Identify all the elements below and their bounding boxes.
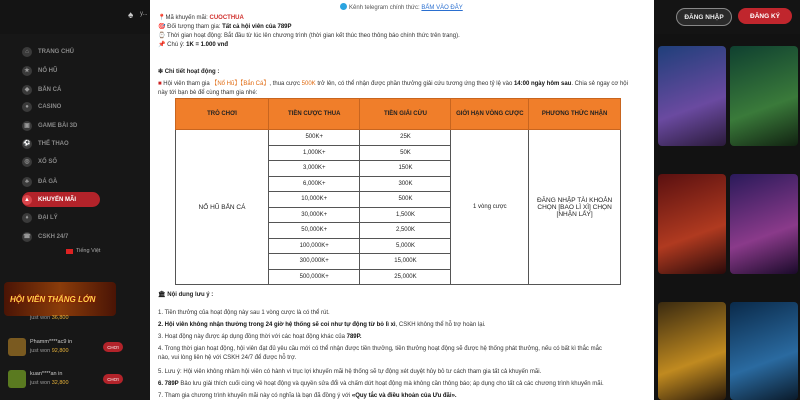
- play-button[interactable]: CHƠI: [103, 374, 123, 384]
- table-header: TIỀN GIẢI CỨU: [360, 99, 451, 130]
- loss-amount-cell: 100,000K+: [268, 238, 359, 254]
- play-button[interactable]: CHƠI: [103, 342, 123, 352]
- sidebar-item-jackpot[interactable]: ★ NỔ HŨ: [22, 63, 100, 78]
- login-button[interactable]: ĐĂNG NHẬP: [676, 8, 732, 26]
- winner-item: Phamm****ac9 in just won 92,800 CHƠI: [8, 336, 118, 360]
- casino-icon: ●: [22, 102, 32, 112]
- note-item: 2. Hội viên không nhận thưởng trong 24 giờ hệ thống sẽ coi như tự động từ bỏ lì xì, CSKH không thể hỗ trợ hoàn lại.: [158, 322, 486, 328]
- notes-title: 🏛 Nội dung lưu ý :: [158, 292, 214, 298]
- gift-icon: ▲: [22, 195, 32, 205]
- vietnam-flag-icon: [66, 249, 73, 254]
- sidebar-item-home[interactable]: ⌂ TRANG CHỦ: [22, 44, 100, 59]
- rooster-icon: ♣: [22, 177, 32, 187]
- loss-amount-cell: 300,000K+: [268, 254, 359, 270]
- pin-icon: 📍: [158, 15, 166, 21]
- home-icon: ⌂: [22, 47, 32, 57]
- game-grid: [654, 34, 800, 400]
- table-header: TIỀN CƯỢC THUA: [268, 99, 359, 130]
- rescue-amount-cell: 300K: [360, 176, 451, 192]
- sidebar-item-card-games[interactable]: ▣ GAME BÀI 3D: [22, 118, 100, 133]
- rescue-amount-cell: 25K: [360, 130, 451, 146]
- agent-icon: ♦: [22, 213, 32, 223]
- game-thumbnail[interactable]: [658, 302, 726, 400]
- table-header: TRÒ CHƠI: [176, 99, 269, 130]
- game-thumbnail[interactable]: [730, 174, 798, 274]
- rescue-amount-cell: 25,000K: [360, 269, 451, 285]
- rescue-amount-cell: 500K: [360, 192, 451, 208]
- logo-icon: ♠: [128, 10, 134, 21]
- sidebar-item-support[interactable]: ☎ CSKH 24/7: [23, 233, 69, 240]
- loss-amount-cell: 500,000K+: [268, 269, 359, 285]
- sidebar-item-fishing[interactable]: ◆ BẮN CÁ: [22, 82, 100, 97]
- note-item: 1. Tiền thưởng của hoạt động này sau 1 vòng cược là có thể rút.: [158, 310, 330, 316]
- sidebar-item-agent[interactable]: ♦ ĐẠI LÝ: [22, 210, 100, 225]
- red-envelope-icon: ■: [158, 81, 162, 87]
- game-cell: NỔ HŨ BẮN CÁ: [176, 130, 269, 285]
- logo-text: y...: [140, 11, 148, 17]
- telegram-line: Kênh telegram chính thức: BẤM VÀO ĐÂY: [340, 3, 463, 11]
- loss-amount-cell: 500K+: [268, 130, 359, 146]
- pushpin-icon: 📌: [158, 42, 166, 48]
- fish-icon: ◆: [22, 85, 32, 95]
- table-header: PHƯƠNG THỨC NHẬN: [529, 99, 621, 130]
- game-thumbnail[interactable]: [730, 46, 798, 146]
- loss-amount-cell: 10,000K+: [268, 192, 359, 208]
- game-thumbnail: [8, 338, 26, 356]
- cards-icon: ▣: [22, 121, 32, 131]
- detail-title: ❇ Chi tiết hoạt động :: [158, 69, 220, 75]
- rescue-amount-cell: 50K: [360, 145, 451, 161]
- table-row: [176, 130, 621, 146]
- game-thumbnail[interactable]: [658, 46, 726, 146]
- register-button[interactable]: ĐĂNG KÝ: [738, 8, 792, 24]
- rescue-amount-cell: 15,000K: [360, 254, 451, 270]
- note-item: 4. Trong thời gian hoạt động, hội viên đạt đủ yêu cầu mới có thể nhận được tiền thưởng, tiền thưởng hoạt động sẽ được hệ thống phát thưởng, nếu có bất kì thắc mắc: [158, 346, 602, 352]
- rescue-amount-cell: 2,500K: [360, 223, 451, 239]
- loss-amount-cell: 6,000K+: [268, 176, 359, 192]
- note-item: 5. Lưu ý: Hội viên không nhầm hội viên có hành vi trục lợi khuyến mãi hệ thống sẽ tự động xét duyệt hủy bỏ tư cách tham gia tất cả khuyến mãi.: [158, 369, 542, 375]
- winner-item: just won 36,800: [30, 315, 69, 321]
- note-item: 6. 789P Bảo lưu giải thích cuối cùng về hoạt động và quyền sửa đổi và chấm dứt hoạt động mà không cần thông báo; áp dụng cho tất cả các chương trình khuyến mãi.: [158, 381, 604, 387]
- sparkle-icon: ❇: [158, 69, 164, 75]
- clock-icon: ⌚: [158, 33, 166, 39]
- table-header: GIỚI HẠN VÒNG CƯỢC: [451, 99, 529, 130]
- sidebar-item-lottery[interactable]: ◎ XỔ SỐ: [22, 154, 100, 169]
- claim-method-cell: ĐĂNG NHẬP TÀI KHOẢN CHỌN [BAO LÌ XÌ] CHỌN [NHẬN LẤY]: [529, 130, 621, 285]
- winners-banner-text: HỘI VIÊN THẮNG LỚN: [10, 295, 96, 304]
- loss-amount-cell: 50,000K+: [268, 223, 359, 239]
- note-line: 📌 Chú ý: 1K = 1.000 vnđ: [158, 42, 229, 48]
- language-selector[interactable]: Tiếng Việt: [66, 248, 100, 254]
- loss-amount-cell: 3,000K+: [268, 161, 359, 177]
- lottery-icon: ◎: [22, 157, 32, 167]
- loss-amount-cell: 30,000K+: [268, 207, 359, 223]
- rescue-amount-cell: 5,000K: [360, 238, 451, 254]
- target-icon: 🎯: [158, 24, 166, 30]
- bank-icon: 🏛: [158, 292, 166, 298]
- promo-code-line: 📍Mã khuyến mãi: CUOCTHUA: [158, 15, 244, 21]
- rescue-amount-cell: 1,500K: [360, 207, 451, 223]
- wager-cell: 1 vòng cược: [451, 130, 529, 285]
- rescue-amount-cell: 150K: [360, 161, 451, 177]
- target-line: 🎯 Đối tượng tham gia: Tất cả hội viên của 789P: [158, 24, 292, 30]
- winner-item: kuan****an in just won 32,800 CHƠI: [8, 368, 118, 392]
- support-icon: ☎: [22, 232, 32, 242]
- sports-icon: ⚽: [22, 139, 32, 149]
- game-thumbnail[interactable]: [658, 174, 726, 274]
- telegram-link[interactable]: BẤM VÀO ĐÂY: [421, 5, 463, 11]
- telegram-icon: [340, 3, 347, 10]
- sidebar-item-casino[interactable]: ● CASINO: [22, 99, 100, 114]
- rescue-rate-table: [175, 98, 621, 285]
- jackpot-icon: ★: [22, 66, 32, 76]
- note-item: nào, vui lòng liên hệ với CSKH 24/7 để được hỗ trợ.: [158, 355, 297, 361]
- detail-paragraph: ■ Hội viên tham gia 【Nổ Hũ】【Bắn Cá】, thua cược 500K trở lên, có thể nhận được phần thưởng giải cứu tương ứng theo tỷ lệ vào 14:00 ngày hôm sau. Chia sẻ ngay cơ hội này tới bạn bè để cùng tham gia nhé:: [158, 81, 628, 96]
- time-line: ⌚ Thời gian hoạt động: Bắt đầu từ lúc lên chương trình (thời gian kết thúc theo thông báo chính thức trên trang).: [158, 33, 460, 39]
- sidebar-item-cockfight[interactable]: ♣ ĐÁ GÀ: [22, 174, 100, 189]
- sidebar-item-promotions[interactable]: ▲ KHUYẾN MÃI: [22, 192, 100, 207]
- game-thumbnail[interactable]: [730, 302, 798, 400]
- note-item: 3. Hoạt động này được áp dụng đồng thời với các hoạt động khác của 789P.: [158, 334, 362, 340]
- promotion-detail-modal: [150, 0, 654, 400]
- note-item: 7. Tham gia chương trình khuyến mãi này có nghĩa là bạn đã đồng ý với «Quy tắc và điều khoản của Ưu đãi».: [158, 393, 457, 399]
- game-thumbnail: [8, 370, 26, 388]
- loss-amount-cell: 1,000K+: [268, 145, 359, 161]
- sidebar-item-sports[interactable]: ⚽ THỂ THAO: [23, 140, 69, 147]
